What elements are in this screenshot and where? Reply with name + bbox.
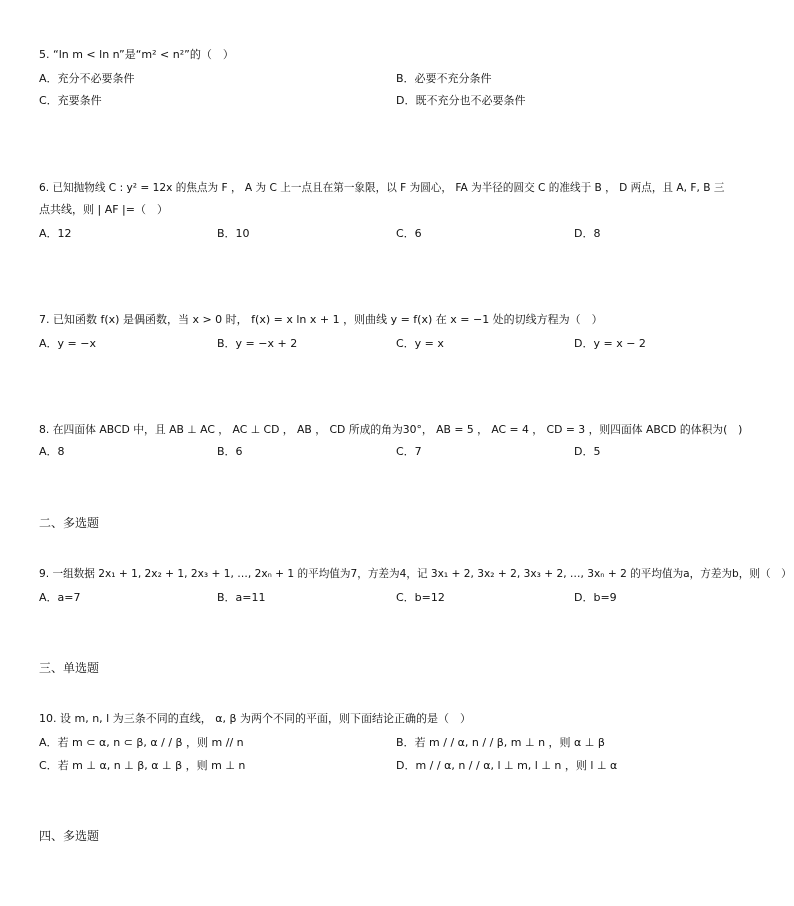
- question-5-option-a[interactable]: A．充分不必要条件: [39, 72, 135, 85]
- question-6-option-b[interactable]: B．10: [217, 227, 250, 240]
- question-9-option-c[interactable]: C．b=12: [396, 591, 445, 604]
- question-9-stem: 9. 一组数据 2x₁ + 1, 2x₂ + 1, 2x₃ + 1, …, 2xₙ + 1 的平均值为7，方差为4，记 3x₁ + 2, 3x₂ + 2, 3x₃ + 2, …, 3xₙ + 2 的平均值为a，方差为b，则（ ）: [39, 568, 792, 580]
- question-9-option-a[interactable]: A．a=7: [39, 591, 81, 604]
- question-5-option-c[interactable]: C．充要条件: [39, 94, 102, 107]
- question-7-option-a[interactable]: A．y = −x: [39, 337, 96, 350]
- question-9-option-d[interactable]: D．b=9: [574, 591, 617, 604]
- question-10-option-a[interactable]: A．若 m ⊂ α, n ⊂ β, α / / β ，则 m // n: [39, 736, 244, 749]
- question-7-option-c[interactable]: C．y = x: [396, 337, 444, 350]
- question-6-option-a[interactable]: A．12: [39, 227, 72, 240]
- question-5-stem: 5. “ln m < ln n”是“m² < n²”的（ ）: [39, 48, 234, 61]
- question-7-option-b[interactable]: B．y = −x + 2: [217, 337, 298, 350]
- question-6-stem-line-2: 点共线，则 | AF |=（ ）: [39, 203, 168, 216]
- question-10-option-b[interactable]: B．若 m / / α, n / / β, m ⊥ n ，则 α ⊥ β: [396, 736, 605, 749]
- question-8-option-b[interactable]: B．6: [217, 445, 243, 458]
- question-8-option-d[interactable]: D．5: [574, 445, 601, 458]
- question-10-option-c[interactable]: C．若 m ⊥ α, n ⊥ β, α ⊥ β ，则 m ⊥ n: [39, 759, 246, 772]
- section-heading-2: 二、多选题: [39, 516, 100, 530]
- question-9-option-b[interactable]: B．a=11: [217, 591, 266, 604]
- question-7-option-d[interactable]: D．y = x − 2: [574, 337, 646, 350]
- question-5-option-d[interactable]: D．既不充分也不必要条件: [396, 94, 526, 107]
- section-heading-4: 四、多选题: [39, 829, 100, 843]
- question-6-stem-line-1: 6. 已知抛物线 C : y² = 12x 的焦点为 F ， A 为 C 上一点且在第一象限，以 F 为圆心， FA 为半径的圆交 C 的准线于 B ， D 两点，且 A, F, B 三: [39, 182, 725, 194]
- question-7-stem: 7. 已知函数 f(x) 是偶函数，当 x > 0 时， f(x) = x ln x + 1 ，则曲线 y = f(x) 在 x = −1 处的切线方程为（ ）: [39, 313, 603, 326]
- question-8-option-a[interactable]: A．8: [39, 445, 65, 458]
- question-10-option-d[interactable]: D．m / / α, n / / α, l ⊥ m, l ⊥ n ，则 l ⊥ α: [396, 759, 618, 772]
- question-8-stem: 8. 在四面体 ABCD 中，且 AB ⊥ AC ， AC ⊥ CD ， AB ， CD 所成的角为30°， AB = 5 ， AC = 4 ， CD = 3 ，则四面体 ABCD 的体积为( ): [39, 423, 743, 436]
- question-6-option-d[interactable]: D．8: [574, 227, 601, 240]
- section-heading-3: 三、单选题: [39, 661, 100, 675]
- question-8-option-c[interactable]: C．7: [396, 445, 422, 458]
- question-5-option-b[interactable]: B．必要不充分条件: [396, 72, 492, 85]
- question-10-stem: 10. 设 m, n, l 为三条不同的直线， α, β 为两个不同的平面，则下面结论正确的是（ ）: [39, 712, 471, 725]
- question-6-option-c[interactable]: C．6: [396, 227, 422, 240]
